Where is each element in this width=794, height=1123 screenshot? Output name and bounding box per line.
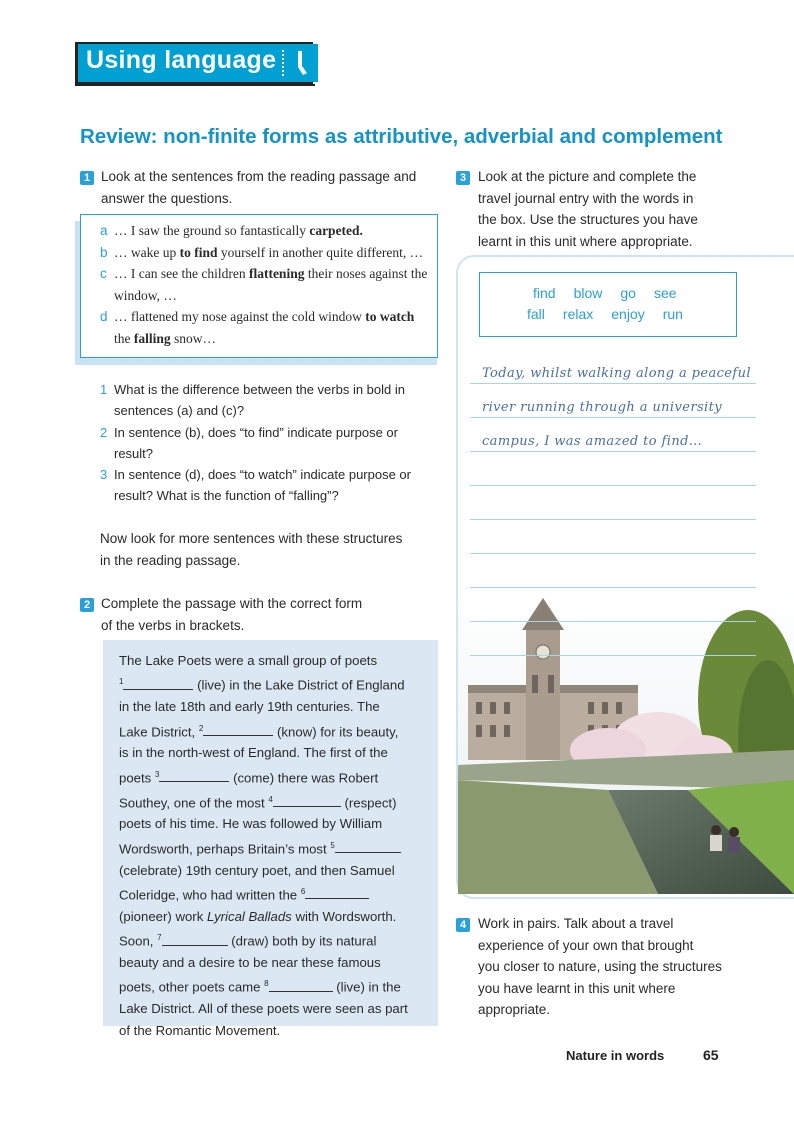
word-enjoy: enjoy xyxy=(611,306,645,322)
journal-line xyxy=(470,621,756,622)
banner-divider xyxy=(282,50,284,76)
blank-8[interactable] xyxy=(269,979,333,992)
exercise-1-badge: 1 xyxy=(80,171,94,185)
blank-3[interactable] xyxy=(159,769,229,782)
blank-1[interactable] xyxy=(123,677,193,690)
exercise-2-badge: 2 xyxy=(80,598,94,612)
journal-text-2: river running through a university xyxy=(482,400,722,415)
footer-unit-title: Nature in words xyxy=(566,1048,665,1063)
word-relax: relax xyxy=(562,306,594,322)
review-title: Review: non-finite forms as attributive, adverbial and complement xyxy=(80,125,723,148)
journal-line xyxy=(470,451,756,452)
word-box xyxy=(479,272,737,337)
sentence-d-cont: the falling snow… xyxy=(114,330,217,346)
exercise-3-badge: 3 xyxy=(456,171,470,185)
journal-line xyxy=(470,383,756,384)
sentence-d: d … flattened my nose against the cold window to watch xyxy=(100,309,415,324)
sentence-c-cont: window, … xyxy=(114,287,177,303)
sentence-list xyxy=(100,220,435,349)
page-number: 65 xyxy=(703,1047,719,1063)
banner-mark-icon xyxy=(292,48,312,78)
word-go: go xyxy=(620,285,636,301)
word-see: see xyxy=(653,285,677,301)
blank-2[interactable] xyxy=(203,723,273,736)
word-find: find xyxy=(533,285,556,301)
section-title: Using language xyxy=(86,46,277,74)
journal-line xyxy=(470,587,756,588)
sentence-a: a … I saw the ground so fantastically carpeted. xyxy=(100,223,363,238)
question-3: 3 In sentence (d), does “to watch” indicate purpose or xyxy=(100,467,411,483)
exercise-1-followup: Now look for more sentences with these structures in the reading passage. xyxy=(100,531,403,568)
question-1-cont: sentences (a) and (c)? xyxy=(114,403,245,419)
exercise-4-badge: 4 xyxy=(456,918,470,932)
question-2-cont: result? xyxy=(114,445,154,461)
exercise-4-instruction: Work in pairs. Talk about a travel experience of your own that brought you closer to nature, using the structures you have learnt in this unit where appropriate. xyxy=(478,916,722,1017)
word-row-2 xyxy=(527,306,707,322)
question-3-cont: result? What is the function of “falling”? xyxy=(114,488,339,504)
journal-text-3: campus, I was amazed to find… xyxy=(482,434,703,449)
question-list xyxy=(100,379,435,507)
exercise-2-instruction: Complete the passage with the correct form of the verbs in brackets. xyxy=(101,596,363,633)
sentence-c: c … I can see the children flattening their noses against the xyxy=(100,266,428,281)
exercise-3-instruction: Look at the picture and complete the travel journal entry with the words in the box. Use the structures you have learnt in this unit where appropriate. xyxy=(478,169,698,249)
blank-6[interactable] xyxy=(305,886,369,899)
word-blow: blow xyxy=(573,285,603,301)
journal-line xyxy=(470,485,756,486)
blank-5[interactable] xyxy=(335,840,401,853)
blank-4[interactable] xyxy=(273,794,341,807)
sentence-b: b … wake up to find yourself in another quite different, … xyxy=(100,244,424,260)
question-2: 2 In sentence (b), does “to find” indicate purpose or xyxy=(100,424,398,440)
journal-line xyxy=(470,655,756,656)
journal-line xyxy=(470,417,756,418)
banner-underline xyxy=(75,84,315,86)
journal-text-1: Today, whilst walking along a peaceful xyxy=(482,366,751,381)
word-run: run xyxy=(662,306,683,322)
question-1: 1 What is the difference between the verbs in bold in xyxy=(100,382,405,397)
word-fall: fall xyxy=(527,306,545,322)
word-row-1 xyxy=(533,285,693,301)
exercise-1-instruction: Look at the sentences from the reading passage and answer the questions. xyxy=(101,169,417,206)
journal-line xyxy=(470,519,756,520)
campus-river-picture xyxy=(458,590,794,894)
passage-text: The Lake Poets were a small group of poets $^1$ (live) in the Lake District of England in the late 18th and early 19th centuries. The Lake District, $^2$ (know) for its beauty, is in the north-west of England. The first of the poets $^3$ (come) there was Robert Southey, one of the most $^4$ (respect) poets of his time. He was followed by William Wordsworth, perhaps Britain’s most $^5$ (celebrate) 19th century poet, and then Samuel Coleridge, who had written the $^6$ (pioneer) work Lyrical Ballads with Wordsworth. Soon, $^7$ (draw) both by its natural beauty and a desire to be near these famous poets, other poets came $^8$ (live) in the Lake District. All of these poets were seen as part of the Romantic Movement. xyxy=(119,653,408,1038)
journal-line xyxy=(470,553,756,554)
blank-7[interactable] xyxy=(162,933,228,946)
